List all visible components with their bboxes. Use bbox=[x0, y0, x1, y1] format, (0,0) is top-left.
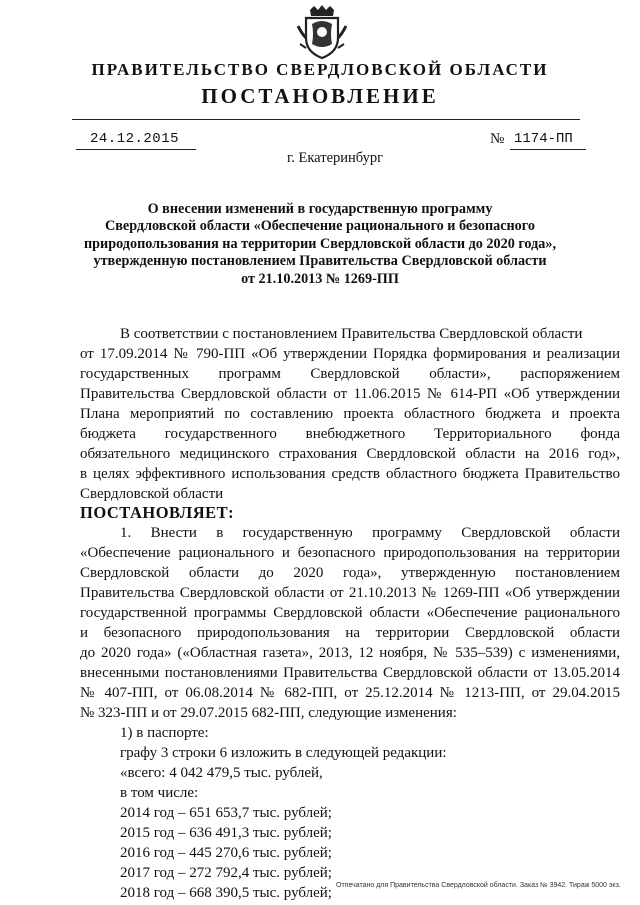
preamble-line: бюджета государственного внебюджетного Территориального фонда bbox=[80, 426, 620, 442]
subitem-line: 2014 год – 651 653,7 тыс. рублей; bbox=[120, 805, 332, 821]
item1-line: № 323-ПП и от 29.07.2015 682-ПП, следующие изменения: bbox=[80, 705, 457, 721]
item1-line: «Обеспечение рационального и безопасного природопользования на территории bbox=[80, 545, 620, 561]
preamble-line: от 17.09.2014 № 790-ПП «Об утверждении Порядка формирования и реализации bbox=[80, 346, 620, 362]
preamble-line: Правительства Свердловской области от 11.06.2015 № 614-РП «Об утверждении bbox=[80, 386, 620, 402]
number-sign: № bbox=[490, 131, 505, 147]
subitem-line: 2015 год – 636 491,3 тыс. рублей; bbox=[120, 825, 332, 841]
subitem-line: в том числе: bbox=[120, 785, 199, 801]
item1-line: Свердловской области до 2020 года», утвержденную постановлением bbox=[80, 565, 620, 581]
subitem-line: «всего: 4 042 479,5 тыс. рублей, bbox=[120, 765, 323, 781]
preamble-line: Свердловской области bbox=[80, 486, 224, 502]
item1-line: 1. Внести в государственную программу Свердловской области bbox=[120, 525, 620, 541]
preamble-line: в целях эффективного использования средств областного бюджета Правительство bbox=[80, 466, 620, 482]
document-heading bbox=[80, 201, 560, 288]
subitem-line: 2017 год – 272 792,4 тыс. рублей; bbox=[120, 865, 332, 881]
preamble-line: Плана мероприятий по составлению проекта областного бюджета и проекта bbox=[80, 406, 620, 422]
subitem-line: 2016 год – 445 270,6 тыс. рублей; bbox=[120, 845, 332, 861]
subitem-line: 1) в паспорте: bbox=[120, 725, 209, 741]
subitem-line: 2018 год – 668 390,5 тыс. рублей; bbox=[120, 885, 332, 901]
document-type: ПОСТАНОВЛЕНИЕ bbox=[201, 84, 439, 108]
document-date: 24.12.2015 bbox=[90, 131, 180, 147]
item1-line: внесенными постановлениями Правительства Свердловской области от 13.05.2014 bbox=[80, 665, 620, 681]
item1-line: до 2020 года» («Областная газета», 2013, 12 ноября, № 535–539) с изменениями, bbox=[80, 645, 620, 661]
heading-line: утвержденную постановлением Правительства Свердловской области bbox=[93, 253, 547, 270]
header-divider bbox=[72, 119, 580, 120]
print-footer: Отпечатано для Правительства Свердловской области. Заказ № 3942. Тираж 5000 экз. bbox=[336, 882, 621, 889]
preamble-line: В соответствии с постановлением Правительства Свердловской области bbox=[120, 326, 583, 342]
heading-line: Свердловской области «Обеспечение рационального и безопасного bbox=[105, 218, 535, 235]
subitem-line: графу 3 строки 6 изложить в следующей редакции: bbox=[120, 745, 447, 761]
item1-line: Правительства Свердловской области от 21.10.2013 № 1269-ПП «Об утверждении bbox=[80, 585, 620, 601]
document-number: 1174-ПП bbox=[514, 131, 573, 147]
item1-line: государственной программы Свердловской области «Обеспечение рационального bbox=[80, 605, 620, 621]
city: г. Екатеринбург bbox=[286, 150, 384, 166]
preamble-line: государственных программ Свердловской области», распоряжением bbox=[80, 366, 620, 382]
preamble-line: обязательного медицинского страхования Свердловской области на 2016 год», bbox=[80, 446, 620, 462]
heading-line: О внесении изменений в государственную программу bbox=[147, 201, 493, 217]
government-title: ПРАВИТЕЛЬСТВО СВЕРДЛОВСКОЙ ОБЛАСТИ bbox=[91, 60, 549, 79]
resolves-heading: ПОСТАНОВЛЯЕТ: bbox=[80, 503, 235, 522]
item1-line: № 407-ПП, от 06.08.2014 № 682-ПП, от 25.12.2014 № 1213-ПП, от 29.04.2015 bbox=[80, 685, 620, 701]
heading-line: природопользования на территории Свердловской области до 2020 года», bbox=[83, 235, 557, 252]
coat-of-arms-icon bbox=[296, 4, 348, 60]
heading-line: от 21.10.2013 № 1269-ПП bbox=[241, 270, 399, 287]
item1-line: и безопасного природопользования на территории Свердловской области bbox=[80, 625, 620, 641]
